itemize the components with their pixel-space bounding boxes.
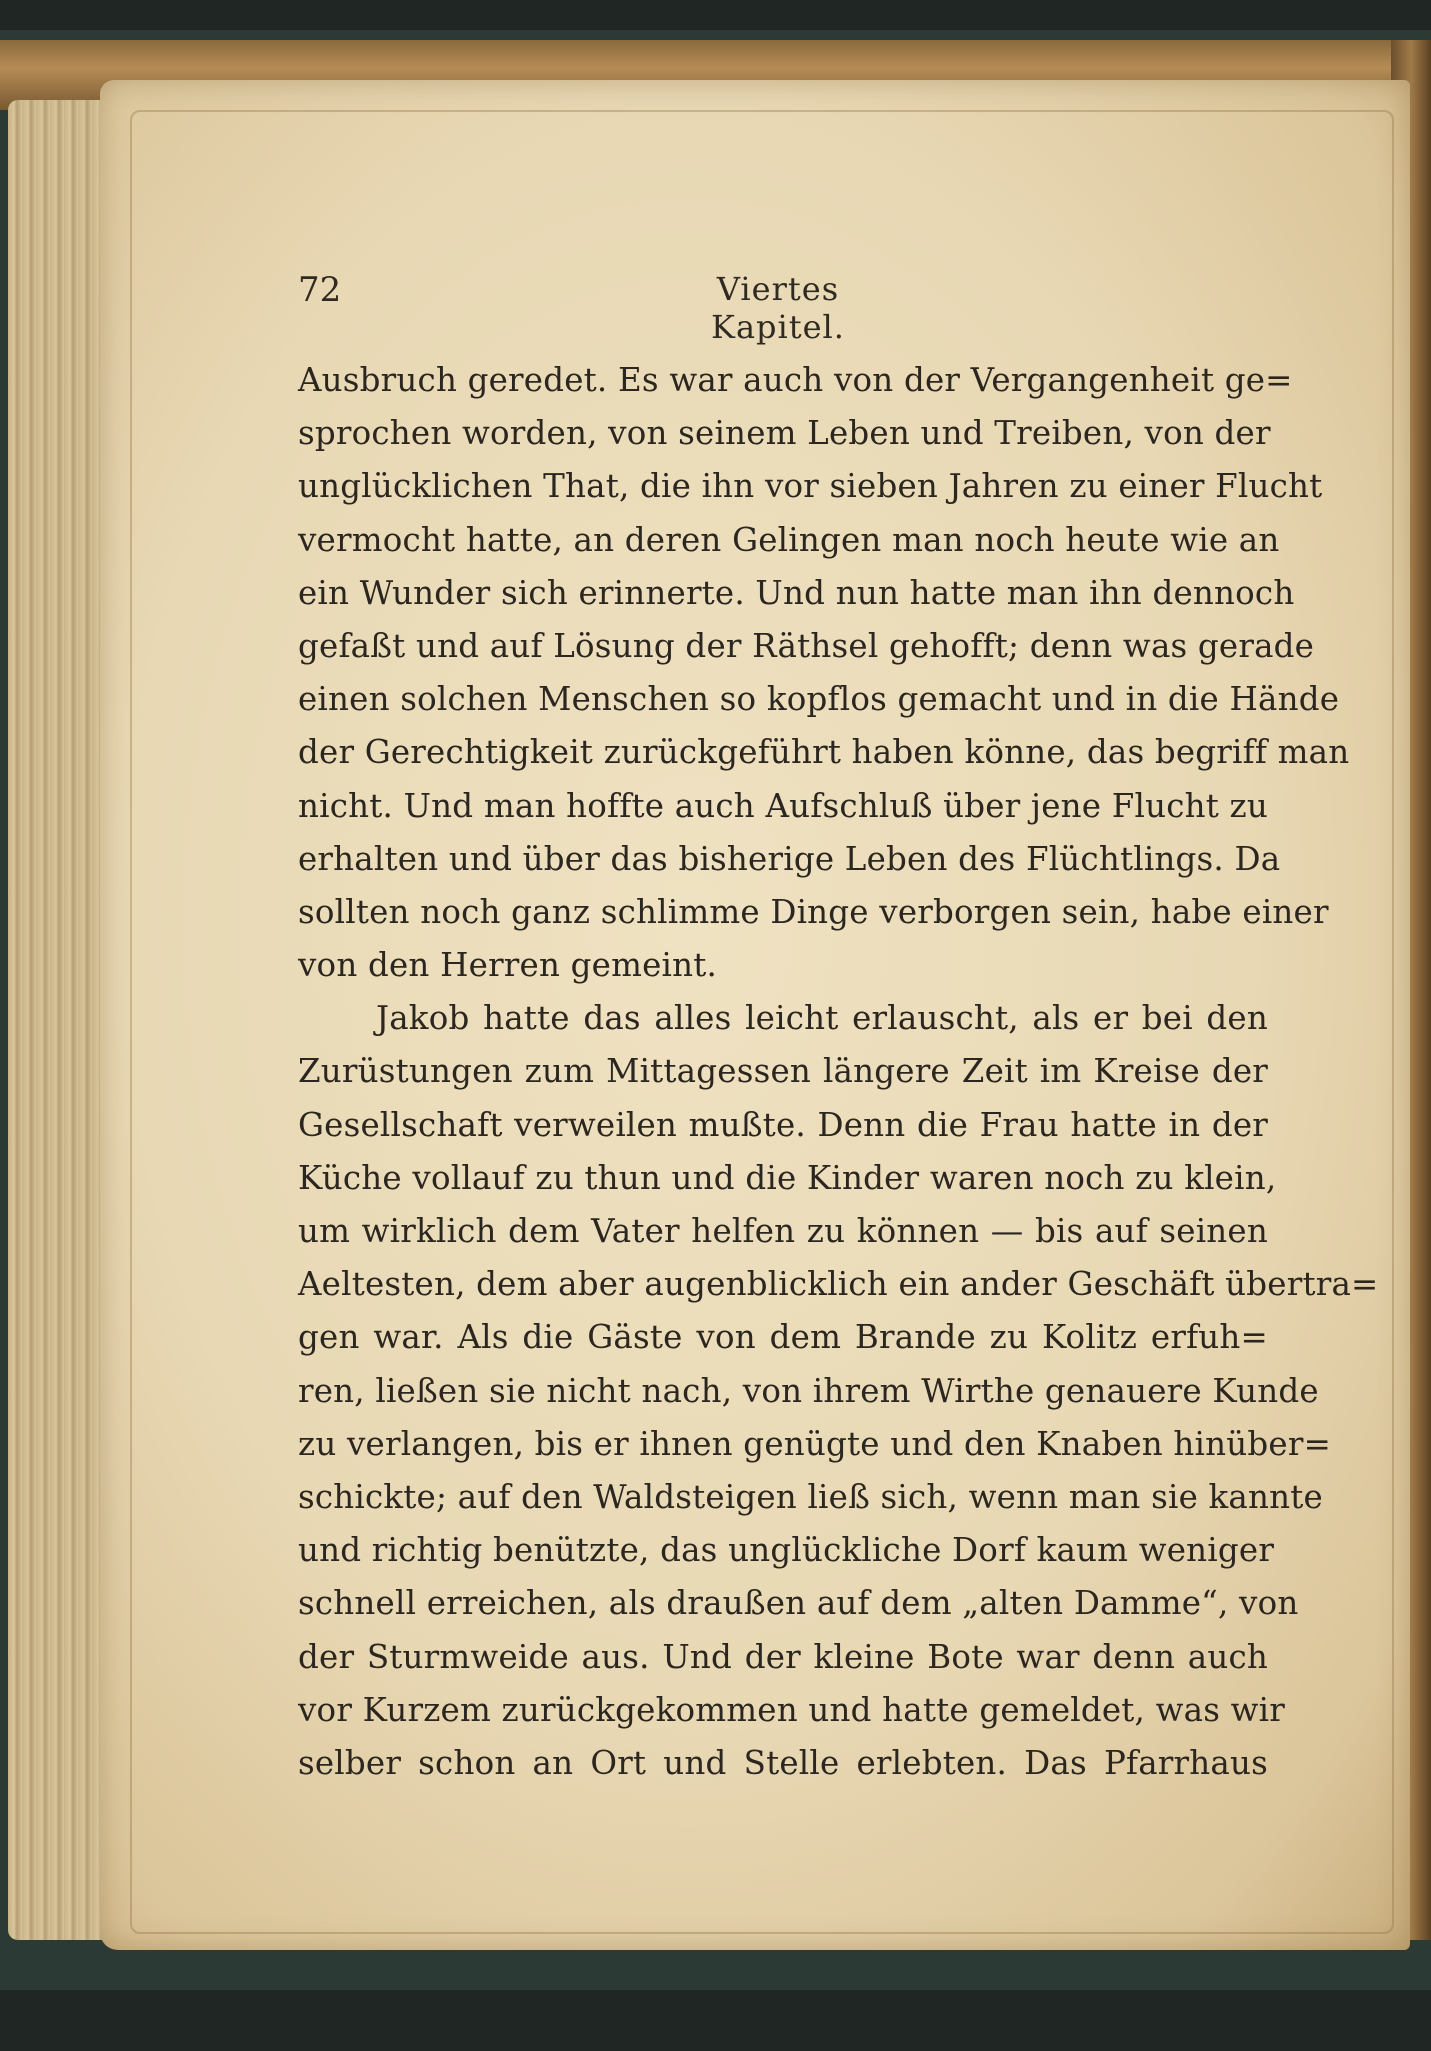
- text-line: Zurüstungen zum Mittagessen längere Zeit im Kreise der: [298, 1052, 1268, 1091]
- page-header: [298, 270, 1268, 346]
- text-line: gen war. Als die Gäste von dem Brande zu Kolitz erfuh=: [298, 1318, 1268, 1357]
- text-line: sprochen worden, von seinem Leben und Treiben, von der: [298, 414, 1271, 453]
- text-line: sollten noch ganz schlimme Dinge verborgen sein, habe einer: [298, 892, 1329, 931]
- text-line: schnell erreichen, als draußen auf dem „alten Damme“, von: [298, 1584, 1299, 1623]
- text-line: Ausbruch geredet. Es war auch von der Vergangenheit ge=: [298, 361, 1293, 399]
- text-line: gefaßt und auf Lösung der Räthsel gehofft; denn was gerade: [298, 626, 1315, 665]
- text-line: selber schon an Ort und Stelle erlebten. Das Pfarrhaus: [298, 1743, 1268, 1782]
- text-line: ren, ließen sie nicht nach, von ihrem Wirthe genauere Kunde: [298, 1371, 1319, 1410]
- paragraph-start-line: Jakob hatte das alles leicht erlauscht, als er bei den: [376, 999, 1268, 1038]
- chapter-title: Viertes Kapitel.: [711, 270, 845, 346]
- text-line: Aeltesten, dem aber augenblicklich ein ander Geschäft übertra=: [298, 1265, 1379, 1304]
- text-line: und richtig benützte, das unglückliche Dorf kaum weniger: [298, 1531, 1275, 1570]
- text-line: nicht. Und man hoffte auch Aufschluß über jene Flucht zu: [298, 786, 1268, 825]
- text-line: schickte; auf den Waldsteigen ließ sich, wenn man sie kannte: [298, 1477, 1323, 1516]
- text-line: erhalten und über das bisherige Leben des Flüchtlings. Da: [298, 839, 1281, 878]
- text-line: um wirklich dem Vater helfen zu können — bis auf seinen: [298, 1212, 1268, 1250]
- text-line: zu verlangen, bis er ihnen genügte und den Knaben hinüber=: [298, 1424, 1332, 1463]
- page-number: 72: [298, 270, 342, 310]
- text-line: einen solchen Menschen so kopflos gemacht und in die Hände: [298, 680, 1340, 719]
- text-line: der Sturmweide aus. Und der kleine Bote war denn auch: [298, 1637, 1268, 1676]
- text-line: ein Wunder sich erinnerte. Und nun hatte man ihn dennoch: [298, 573, 1295, 612]
- body-text: [298, 354, 1379, 1790]
- text-line: unglücklichen That, die ihn vor sieben Jahren zu einer Flucht: [298, 467, 1323, 506]
- text-line: vor Kurzem zurückgekommen und hatte gemeldet, was wir: [298, 1690, 1285, 1729]
- text-line: Gesellschaft verweilen mußte. Denn die Frau hatte in der: [298, 1105, 1268, 1144]
- text-line: Küche vollauf zu thun und die Kinder waren noch zu klein,: [298, 1158, 1277, 1197]
- text-line: vermocht hatte, an deren Gelingen man noch heute wie an: [298, 520, 1280, 559]
- text-line: der Gerechtigkeit zurückgeführt haben könne, das begriff man: [298, 733, 1350, 772]
- paragraph-end-line: von den Herren gemeint.: [298, 946, 718, 985]
